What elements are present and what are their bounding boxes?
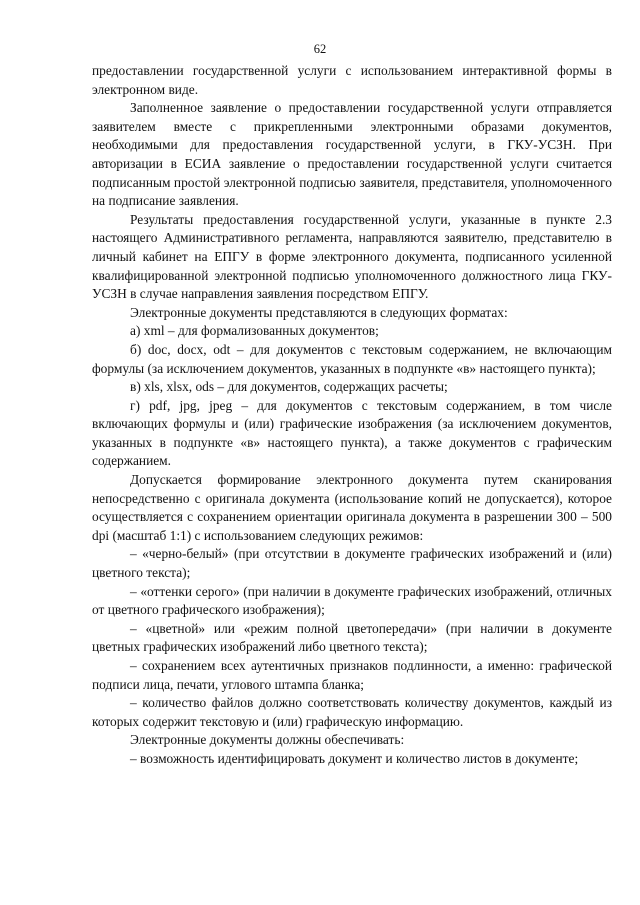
paragraph: предоставлении государственной услуги с использованием интерактивной формы в электронном виде. — [92, 63, 612, 97]
list-item: в) xls, xlsx, ods – для документов, содержащих расчеты; — [130, 379, 448, 395]
list-item: – «цветной» или «режим полной цветопередачи» (при наличии в документе цветных графических изображений либо цветного текста); — [92, 620, 612, 655]
list-item: г) pdf, jpg, jpeg – для документов с текстовым содержанием, в том числе включающих формулы и (или) графические изображения (за исключением документов, указанных в подпункте «в» настоящего пункта), а также документов с графическим содержанием. — [92, 397, 612, 469]
list-item: – сохранением всех аутентичных признаков подлинности, а именно: графической подписи лица, печати, углового штампа бланка; — [92, 658, 612, 692]
page-number: 62 — [313, 42, 327, 56]
document-body — [92, 62, 612, 769]
list-item: – возможность идентифицировать документ и количество листов в документе; — [130, 750, 579, 766]
paragraph: Электронные документы должны обеспечивать: — [130, 732, 405, 748]
paragraph: Допускается формирование электронного документа путем сканирования непосредственно с оригинала документа (использование копий не допускается), которое осуществляется с сохранением ориентации оригинала документа в разрешении 300 – 500 dpi (масштаб 1:1) с использованием следующих режимов: — [92, 472, 612, 543]
list-item: а) xml – для формализованных документов; — [130, 323, 379, 339]
list-item: – количество файлов должно соответствовать количеству документов, каждый из которых содержит текстовую и (или) графическую информацию. — [92, 695, 612, 729]
list-item: – «черно-белый» (при отсутствии в документе графических изображений и (или) цветного текста); — [92, 546, 612, 581]
paragraph: Электронные документы представляются в следующих форматах: — [130, 304, 508, 320]
paragraph: Результаты предоставления государственной услуги, указанные в пункте 2.3 настоящего Административного регламента, направляются заявителю, представителю в личный кабинет на ЕПГУ в форме электронного документа, подписанного усиленной квалифицированной электронной подписью уполномоченного должностного лица ГКУ-УСЗН в случае направления заявления посредством ЕПГУ. — [92, 211, 612, 302]
list-item: – «оттенки серого» (при наличии в документе графических изображений, отличных от цветного графического изображения); — [92, 583, 612, 618]
list-item: б) doc, docx, odt – для документов с текстовым содержанием, не включающим формулы (за исключением документов, указанных в подпункте «в» настоящего пункта); — [92, 341, 612, 376]
paragraph: Заполненное заявление о предоставлении государственной услуги отправляется заявителем вместе с прикрепленными электронными образами документов, необходимыми для предоставления государственной услуги, в ГКУ-УСЗН. При авторизации в ЕСИА заявление о предоставлении государственной услуги считается подписанным простой электронной подписью заявителя, представителя, уполномоченного на подписание заявления. — [92, 100, 612, 209]
